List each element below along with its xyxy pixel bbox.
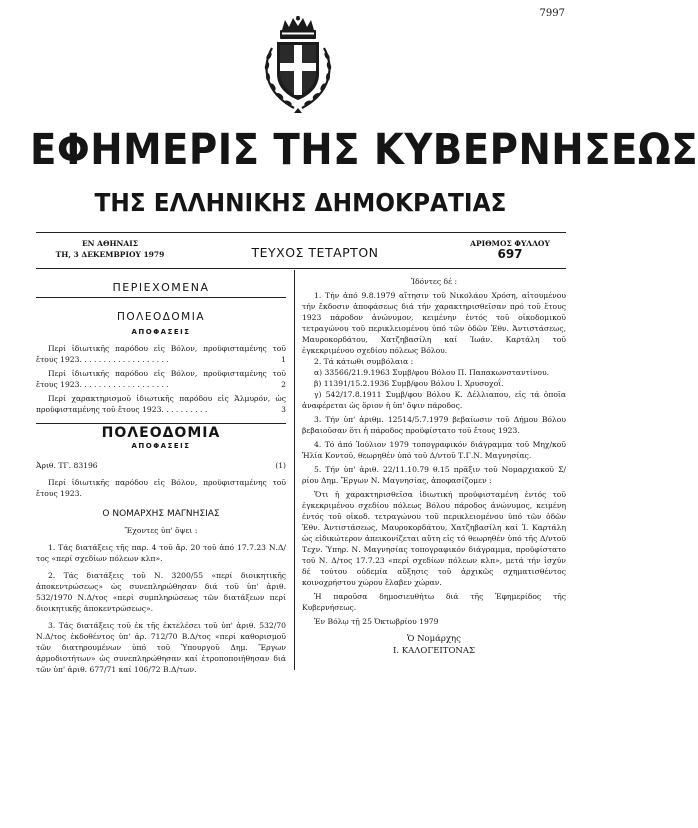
contents-list — [36, 343, 286, 415]
having-regard: Ἔχοντες ὑπ' ὄψει : — [124, 526, 198, 535]
column-divider — [294, 270, 295, 670]
contents-item-page: 2 — [281, 380, 286, 389]
contents-section: ΠΟΛΕΟΔΟΜΙΑ — [116, 311, 206, 323]
page-number: 7997 — [539, 8, 565, 19]
decision-number: (1) — [275, 461, 286, 470]
decision-reference — [36, 460, 286, 471]
signer-name: Ι. ΚΑΛΟΓΕΙΤΟΝΑΣ — [392, 646, 476, 656]
paragraph: 1. Τήν ἀπό 9.8.1979 αἴτησιν τοῦ Νικολάου Χρόση, αἰτουμένου τήν ἔκδοσιν ἀποφάσεως διά τήν χαρακτηρισθεῖσαν πρό τοῦ ἔτους 1923 πάροδον ἀνώνυμον, κειμένην ἐντός τοῦ οἰκοδομικοῦ τετραγώνου τοῦ περικλειομένου ὑπό τῶν ὁδῶν Ἐθν. Ἀντιστάσεως, Μαυροκορδάτου, Χατζηβασίλη καί Ἰωάν. Καρτάλη τοῦ ἐγκεκριμένου σχεδίου πόλεως Βόλου. — [302, 291, 566, 355]
left-column — [36, 276, 286, 675]
header-rule-bottom — [36, 268, 566, 269]
paragraph: β) 11391/15.2.1936 Συμβ/φου Βόλου Ι. Χρυσοχοΐ. — [314, 379, 504, 388]
contents-item — [36, 393, 286, 415]
paragraph: γ) 542/17.8.1911 Συμβ/φου Βόλου Κ. Δέλλιαπου, εἰς τά ὁποῖα ἀναφέρεται ὡς ὅριον ἡ ὑπ' ὄψιν πάροδος. — [302, 390, 566, 410]
decision-subject: Περί ἰδιωτικῆς παρόδου εἰς Βόλον, προϋφισταμένης τοῦ ἔτους 1923. — [36, 478, 286, 498]
considering: Ἰδόντες δέ : — [411, 277, 457, 286]
greek-coat-of-arms-icon — [258, 16, 338, 114]
header-sheet-label: ΑΡΙΘΜΟΣ ΦΥΛΛΟΥ — [470, 239, 550, 248]
header-place-date — [40, 238, 180, 260]
paragraph: Ἡ παροῦσα δημοσιευθήτω διά τῆς Ἐφημερίδος τῆς Κυβερνήσεως. — [302, 592, 566, 612]
signature-block — [302, 633, 566, 657]
header-sheet-number: 697 — [497, 247, 523, 261]
paragraph: 2. Τά κάτωθι συμβόλαια : — [314, 357, 414, 366]
header-rule-top — [36, 232, 566, 233]
decision-ref: Ἀριθ. ΤΓ. 83196 — [36, 461, 98, 470]
right-column — [302, 276, 566, 657]
contents-item-page: 3 — [281, 405, 286, 414]
contents-item — [36, 343, 286, 365]
paragraph: 4. Τό ἀπό Ἰούλιον 1979 τοπογραφικόν διάγραμμα τοῦ Μηχ/κοῦ Ἠλία Κοντοῦ, θεωρηθέν ὑπό τοῦ Δ/ντοῦ Τ.Γ.Ν. Μαγνησίας. — [302, 440, 566, 460]
header-sheet — [455, 238, 565, 260]
contents-heading: ΠΕΡΙΕΧΟΜΕΝΑ — [112, 281, 210, 294]
header-place: ΕΝ ΑΘΗΝΑΙΣ — [81, 239, 139, 248]
section-title: ΠΟΛΕΟΔΟΜΙΑ — [101, 425, 221, 441]
paragraph: 5. Τήν ὑπ' ἀριθ. 22/11.10.79 θ.15 πρᾶξιν τοῦ Νομαρχιακοῦ Σ/ρίου Δημ. Ἔργων Ν. Μαγνησίας, ἀποφασίζομεν : — [302, 465, 566, 485]
paragraph: α) 33566/21.9.1963 Συμβ/φου Βόλου Π. Παπακωνσταντίνου. — [314, 368, 550, 377]
section-rule-top — [36, 423, 286, 424]
section-subtitle: ΑΠΟΦΑΣΕΙΣ — [131, 442, 191, 450]
contents-rule — [36, 297, 286, 298]
paragraph: 2. Τάς διατάξεις τοῦ Ν. 3200/55 «περί διοικητικῆς ἀποκεντρώσεως» ὡς συνεπληρώθησαν διά τοῦ ὑπ' ἀριθ. 532/1970 Ν.Δ/τος «περί συμπληρώσεως τῶν διατάξεων περί διοικητικῆς ἀποκεντρώσεως». — [36, 571, 286, 613]
decision-authority: Ο ΝΟΜΑΡΧΗΣ ΜΑΓΝΗΣΙΑΣ — [102, 509, 220, 519]
header-date: ΤΗ, 3 ΔΕΚΕΜΒΡΙΟΥ 1979 — [55, 250, 165, 259]
paragraph: 1. Τάς διατάξεις τῆς παρ. 4 τοῦ ἄρ. 20 τοῦ ἀπό 17.7.23 Ν.Δ/τος «περί σχεδίων πόλεων κλπ». — [36, 543, 286, 563]
contents-item-text: Περί χαρακτηρισμοῦ ἰδιωτικῆς παρόδου εἰς Ἀλμυρόν, ὡς προϋφισταμένης τοῦ ἔτους 1923. . . . . . . . . . — [36, 394, 286, 414]
paragraph: 3. Τάς διατάξεις τοῦ ἐκ τῆς ἐκτελέσει τοῦ ὑπ' ἀριθ. 532/70 Ν.Δ/τος ἐκδοθέντος ὑπ' ἀρ. 712/70 Β.Δ/τος «περί καθορισμοῦ τῶν διατηρουμένων ὑπό τοῦ Ὑπουργοῦ Δημ. Ἔργων ἁρμοδιοτήτων» ὡς συνεπληρώθησαν καί ἐτροποποιήθησαν διά τῶν ὑπ' ἀριθ. 677/71 καί 106/72 Β.Δ/των. — [36, 621, 286, 674]
dateline: Ἐν Βόλῳ τῇ 25 Ὀκτωβρίου 1979 — [314, 617, 439, 626]
contents-item-text: Περί ἰδιωτικῆς παρόδου εἰς Βόλον, προϋφισταμένης τοῦ ἔτους 1923. . . . . . . . . . . . . . . . . . . — [36, 344, 286, 364]
masthead-title: ΕΦΗΜΕΡΙΣ ΤΗΣ ΚΥΒΕΡΝΗΣΕΩΣ — [30, 125, 698, 175]
paragraph: Ὅτι ἡ χαρακτηρισθεῖσα ἰδιωτική προϋφισταμένη ἐντός τοῦ ἐγκεκριμένου σχεδίου πόλεως Βόλου πάροδος ἀνώνυμος, κειμένη ἐντός τοῦ οἰκοδ. τετραγώνου τοῦ περικλειομένου ὑπό τῶν ὁδῶν Ἐθν. Ἀντιστάσεως, Μαυροκορδάτου, Χατζηβασίλη καί Ἰ. Καρτάλη ὡς εἰδικώτερον ἀπεικονίζεται αὕτη εἰς τό θεωρηθέν ὑπό τῆς Δ/ντοῦ Τεχν. Ὑπηρ. Ν. Μαγνησίας τοπογραφικόν διάγραμμα, προϋφίστατο τοῦ Ν. Δ/τος 17.7.23 «περί σχεδίων πόλεων κλπ», μετά τήν ἰσχύν δέ τούτου οὐδεμία αὔξησις τοῦ ἀρχικῶς σχηματισθέντος κοινοχρήστου χώρου ἔλαβεν χώραν. — [302, 490, 566, 587]
contents-item-text: Περί ἰδιωτικῆς παρόδου εἰς Βόλον, προϋφισταμένης τοῦ ἔτους 1923. . . . . . . . . . . . . . . . . . . — [36, 369, 286, 389]
masthead-subtitle: ΤΗΣ ΕΛΛΗΝΙΚΗΣ ΔΗΜΟΚΡΑΤΙΑΣ — [94, 188, 507, 217]
contents-item-page: 1 — [281, 355, 286, 364]
signer-title: Ὁ Νομάρχης — [407, 634, 461, 644]
contents-subsection: ΑΠΟΦΑΣΕΙΣ — [131, 328, 191, 336]
header-issue: ΤΕΥΧΟΣ ΤΕΤΑΡΤΟΝ — [251, 245, 379, 260]
paragraph: 3. Τήν ὑπ' ἀριθμ. 12514/5.7.1979 βεβαίωσιν τοῦ Δήμου Βόλου βεβαιοῦσαν ὅτι ἡ πάροδος προϋφίστατο τοῦ ἔτους 1923. — [302, 415, 566, 435]
contents-item — [36, 368, 286, 390]
